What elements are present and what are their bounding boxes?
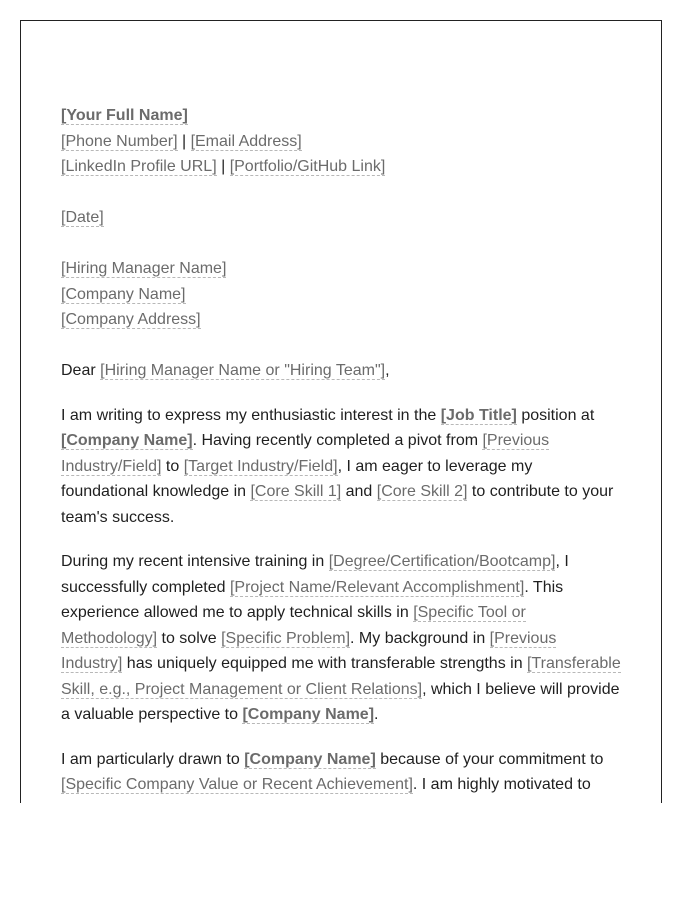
header-links-line <box>61 154 631 180</box>
paragraph-2 <box>61 549 631 728</box>
salutation-name-placeholder[interactable]: [Hiring Manager Name or "Hiring Team"] <box>100 362 386 379</box>
specific-tool-placeholder[interactable]: Methodology] <box>61 629 158 647</box>
transferable-skill-placeholder[interactable]: Skill, e.g., Project Management or Client Relations] <box>61 680 423 698</box>
text: successfully completed <box>61 578 230 596</box>
text: During my recent intensive training in <box>61 553 329 570</box>
separator: | <box>177 132 191 150</box>
linkedin-placeholder[interactable]: [LinkedIn Profile URL] <box>61 158 217 175</box>
paragraph-line <box>61 772 631 798</box>
text: experience allowed me to apply technical skills in <box>61 604 414 621</box>
text: to <box>161 457 184 475</box>
document-page <box>20 20 662 803</box>
paragraph-line <box>61 747 631 773</box>
email-placeholder[interactable]: [Email Address] <box>190 132 302 150</box>
company-value-placeholder[interactable]: [Specific Company Value or Recent Achievement] <box>61 776 413 793</box>
paragraph-line <box>61 702 631 728</box>
specific-tool-placeholder[interactable]: [Specific Tool or <box>413 604 526 621</box>
company-name-placeholder[interactable]: [Company Name] <box>61 432 193 449</box>
date-line <box>61 205 631 231</box>
text: , I am eager to leverage my <box>337 457 533 475</box>
paragraph-line <box>61 403 631 429</box>
recipient-company-line <box>61 282 631 308</box>
text: because of your commitment to <box>375 750 604 768</box>
text: to solve <box>157 629 222 647</box>
paragraph-line <box>61 428 631 454</box>
date-placeholder[interactable]: [Date] <box>61 209 104 226</box>
degree-placeholder[interactable]: [Degree/Certification/Bootcamp] <box>328 553 556 570</box>
company-name-placeholder[interactable]: [Company Name] <box>242 706 375 723</box>
text: . This <box>524 578 564 596</box>
project-name-placeholder[interactable]: [Project Name/Relevant Accomplishment] <box>229 578 525 596</box>
hiring-manager-placeholder[interactable]: [Hiring Manager Name] <box>61 260 227 277</box>
core-skill-2-placeholder[interactable]: [Core Skill 2] <box>376 483 468 500</box>
cover-letter-body <box>61 103 631 798</box>
company-address-placeholder[interactable]: [Company Address] <box>61 311 201 328</box>
paragraph-line <box>61 600 631 626</box>
previous-industry-placeholder[interactable]: [Previous <box>482 432 550 449</box>
salutation-suffix: , <box>385 362 390 379</box>
text: . <box>374 706 379 723</box>
paragraph-line <box>61 677 631 703</box>
text: I am particularly drawn to <box>61 750 245 768</box>
text: a valuable perspective to <box>61 706 243 723</box>
text: position at <box>516 406 595 424</box>
text: . My background in <box>350 629 490 647</box>
text: and <box>341 483 377 500</box>
previous-industry-placeholder[interactable]: [Previous <box>489 629 557 647</box>
job-title-placeholder[interactable]: [Job Title] <box>440 406 517 424</box>
target-industry-placeholder[interactable]: [Target Industry/Field] <box>183 457 338 475</box>
text: . I am highly motivated to <box>412 776 591 793</box>
header-name-line <box>61 103 631 129</box>
company-name-placeholder[interactable]: [Company Name] <box>244 750 376 768</box>
specific-problem-placeholder[interactable]: [Specific Problem] <box>221 629 351 647</box>
phone-placeholder[interactable]: [Phone Number] <box>61 132 178 150</box>
paragraph-line <box>61 454 631 480</box>
previous-industry-placeholder[interactable]: Industry] <box>61 655 123 672</box>
text: I am writing to express my enthusiastic interest in the <box>61 406 441 424</box>
paragraph-line <box>61 479 631 505</box>
paragraph-line <box>61 549 631 575</box>
text: has uniquely equipped me with transferable strengths in <box>122 655 528 672</box>
recipient-manager-line <box>61 256 631 282</box>
text: , which I believe will provide <box>422 680 620 698</box>
paragraph-line <box>61 505 631 531</box>
full-name-placeholder[interactable]: [Your Full Name] <box>61 107 188 124</box>
paragraph-line <box>61 651 631 677</box>
recipient-address-line <box>61 307 631 333</box>
text: foundational knowledge in <box>61 483 251 500</box>
transferable-skill-placeholder[interactable]: [Transferable <box>527 655 621 672</box>
salutation <box>61 358 631 384</box>
paragraph-line <box>61 575 631 601</box>
paragraph-line <box>61 626 631 652</box>
text: team's success. <box>61 508 175 526</box>
header-contact-line <box>61 129 631 155</box>
text: . Having recently completed a pivot from <box>192 432 483 449</box>
previous-industry-placeholder[interactable]: Industry/Field] <box>61 457 162 475</box>
salutation-prefix: Dear <box>61 362 101 379</box>
portfolio-placeholder[interactable]: [Portfolio/GitHub Link] <box>229 158 386 175</box>
paragraph-3 <box>61 747 631 798</box>
core-skill-1-placeholder[interactable]: [Core Skill 1] <box>250 483 342 500</box>
paragraph-1 <box>61 403 631 531</box>
separator: | <box>216 158 230 175</box>
company-name-placeholder[interactable]: [Company Name] <box>61 285 186 303</box>
text: , I <box>555 553 569 570</box>
text: to contribute to your <box>467 483 614 500</box>
